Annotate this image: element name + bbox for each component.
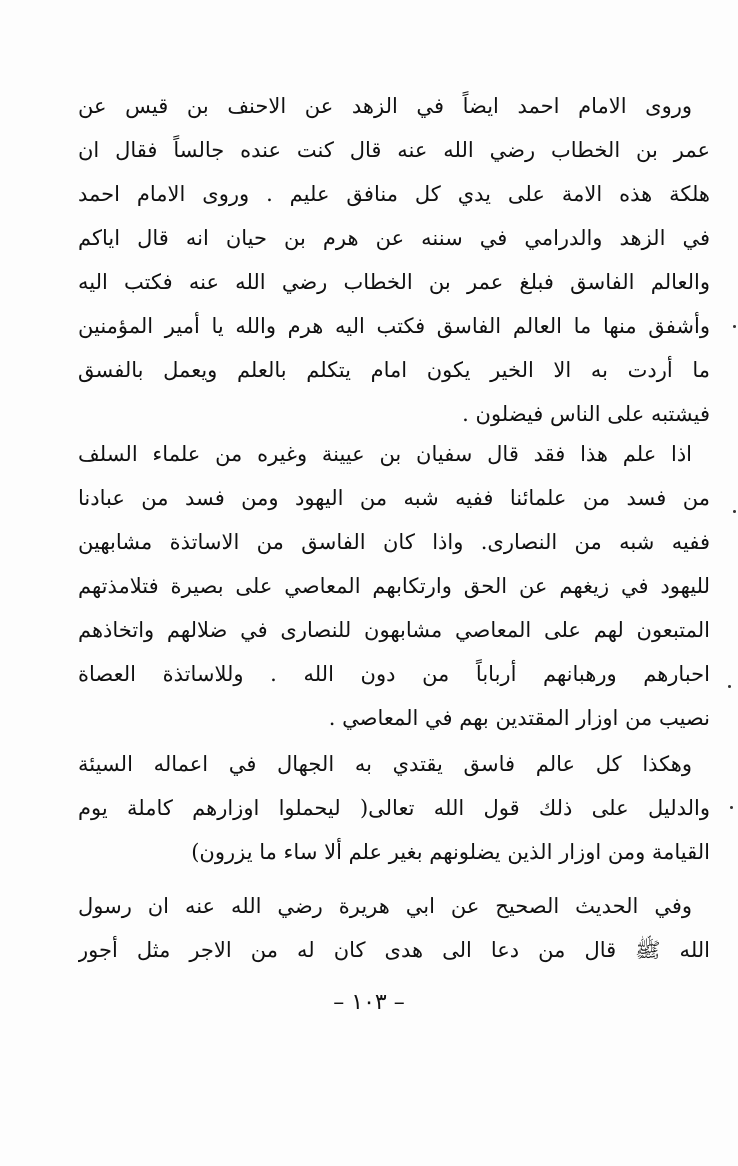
paragraph-line: والدليل على ذلك قول الله تعالى( ليحملوا اوزارهم كاملة يوم	[78, 796, 710, 820]
paragraph-line: احبارهم ورهبانهم أرباباً من دون الله . وللاساتذة العصاة	[78, 662, 710, 686]
paragraph-line: وفي الحديث الصحيح عن ابي هريرة رضي الله عنه ان رسول	[78, 894, 692, 918]
paragraph-line: وهكذا كل عالم فاسق يقتدي به الجهال في اعماله السيئة	[78, 752, 692, 776]
margin-speck	[733, 325, 736, 328]
paragraph-line: فيشتبه على الناس فيضلون .	[462, 402, 710, 426]
paragraph-line: ففيه شبه من النصارى. واذا كان الفاسق من الاساتذة مشابهين	[78, 530, 710, 554]
paragraph-3	[78, 742, 710, 874]
page-number: – ١٠٣ –	[333, 990, 405, 1015]
paragraph-line: وأشفق منها ما العالم الفاسق فكتب اليه هرم والله يا أمير المؤمنين	[78, 314, 710, 338]
paragraph-1	[78, 84, 710, 436]
paragraph-line: من فسد من علمائنا ففيه شبه من اليهود ومن فسد من عبادنا	[78, 486, 710, 510]
paragraph-line: الله ﷺ قال من دعا الى هدى كان له من الاجر مثل أجور	[78, 938, 710, 962]
paragraph-line: هلكة هذه الامة على يدي كل منافق عليم . وروى الامام احمد	[78, 182, 710, 206]
paragraph-2	[78, 432, 710, 740]
paragraph-line: القيامة ومن اوزار الذين يضلونهم بغير علم ألا ساء ما يزرون)	[191, 840, 710, 864]
paragraph-line: المتبعون لهم على المعاصي مشابهون للنصارى في ضلالهم واتخاذهم	[78, 618, 710, 642]
paragraph-line: اذا علم هذا فقد قال سفيان بن عيينة وغيره من علماء السلف	[78, 442, 692, 466]
paragraph-line: لليهود في زيغهم عن الحق وارتكابهم المعاصي على بصيرة فتلامذتهم	[78, 574, 710, 598]
paragraph-4	[78, 884, 710, 972]
paragraph-line: ما أردت به الا الخير يكون امام يتكلم بالعلم ويعمل بالفسق	[78, 358, 710, 382]
margin-speck	[728, 685, 731, 688]
paragraph-line: في الزهد والدرامي في سننه عن هرم بن حيان انه قال اياكم	[78, 226, 710, 250]
paragraph-line: نصيب من اوزار المقتدين بهم في المعاصي .	[328, 706, 710, 730]
margin-speck	[733, 510, 736, 513]
paragraph-line: عمر بن الخطاب رضي الله عنه قال كنت عنده جالساً فقال ان	[78, 138, 710, 162]
paragraph-line: والعالم الفاسق فبلغ عمر بن الخطاب رضي الله عنه فكتب اليه	[78, 270, 710, 294]
margin-speck	[730, 806, 733, 809]
paragraph-line: وروى الامام احمد ايضاً في الزهد عن الاحنف بن قيس عن	[78, 94, 692, 118]
